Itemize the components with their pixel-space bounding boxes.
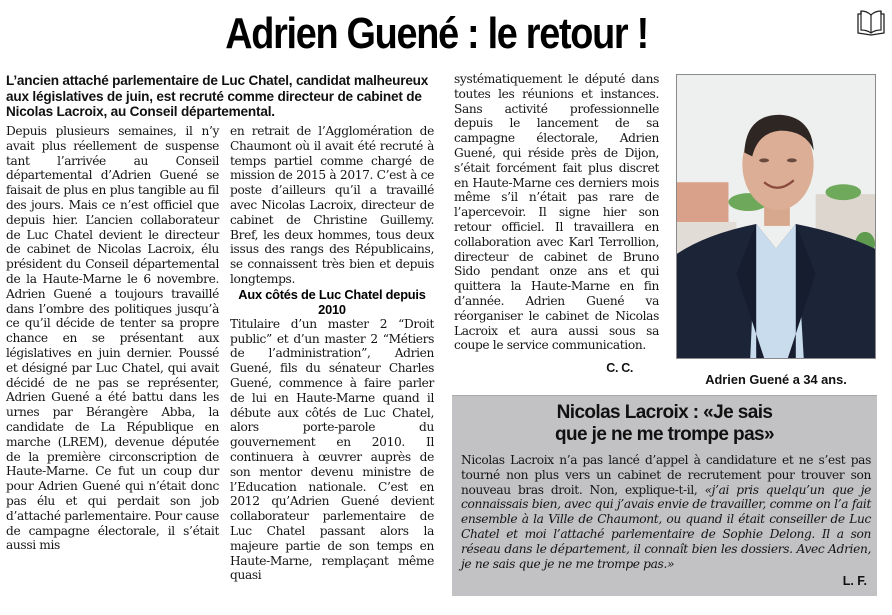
section-subheading: Aux côtés de Luc Chatel depuis 2010 <box>238 286 426 317</box>
sidebar-box-signature: L. F. <box>842 574 867 588</box>
open-book-icon[interactable] <box>856 10 886 36</box>
sidebar-box <box>452 395 877 596</box>
paragraph: Depuis plusieurs semaines, il n’y avait plus réellement de suspense tant l’arrivée au Conseil départemental d’Adrien Guené se faisait de plus en plus tangible au fil des jours. Mais ce n’est officiel que depuis hier. L’ancien collaborateur de Luc Chatel devient le directeur de cabinet de Nicolas Lacroix, élu président du Conseil départemental de la Haute-Marne le 6 novembre. Adrien Guené a toujours travaillé dans l’ombre des politiques jusqu’à ce qu’il décide de tenter sa propre chance en se présentant aux législatives en juin dernier. Poussé et désigné par Luc Chatel, qui avait décidé de ne pas se représenter, Adrien Guené a été battu dans les urnes par Bérangère Abba, la candidate de La République en marche (LREM), devenue députée de la première circonscription de Haute-Marne. Ce fut un coup dur pour Adrien Guené qui n’était donc pas élu et qui perdait son job d’attaché parlementaire. Pour cause de campagne électorale, il s’était aussi mis <box>6 124 219 553</box>
portrait-photo <box>676 74 876 359</box>
paragraph: Titulaire d’un master 2 “Droit public” et d’un master 2 “Métiers de l’administration”, Adrien Guené, fils du sénateur Charles Guené, commence à faire parler de lui en Haute-Marne quand il débute aux côtés de Luc Chatel, alors porte-parole du gouvernement en 2010. Il continuera à œuvrer auprès de son mentor devenu ministre de l’Education nationale. C’est en 2012 qu’Adrien Guené devient collaborateur parlementaire de Luc Chatel passant alors la majeure partie de son temps en Haute-Marne, remplaçant même quasi <box>230 316 434 583</box>
article-lede: L’ancien attaché parlementaire de Luc Chatel, candidat malheureux aux législatives de juin, est recruté comme directeur de cabinet de Nicolas Lacroix, au Conseil départemental. <box>6 73 429 120</box>
quote-text: «j’ai pris quelqu’un que je connaissais bien, avec qui j’avais envie de travailler, comme on l’a fait ensemble à la Ville de Chaumont, ou quand il était conseiller de Luc Chatel et moi l’attaché parlementaire de Sophie Delong. Il a son réseau dans le département, il connaît bien les dossiers. Avec Adrien, je ne sais que je ne me trompe pas.» <box>461 482 871 571</box>
paragraph: en retrait de l’Agglomération de Chaumont où il avait été recruté à temps partiel comme chargé de mission de 2015 à 2017. C’est à ce poste d’ailleurs qu’il a travaillé avec Nicolas Lacroix, directeur de cabinet de Christine Guillemy. Bref, les deux hommes, tous deux issus des rangs des Républicains, se connaissent très bien et depuis longtemps. <box>230 124 434 286</box>
sidebar-box-title <box>452 402 877 446</box>
article-column-1 <box>6 124 219 553</box>
article-headline: Adrien Guené : le retour ! <box>225 9 648 58</box>
paragraph: systématiquement le député dans toutes les réunions et instances. Sans activité professionnelle depuis le lancement de sa campagne électorale, Adrien Guené, qui réside près de Dijon, s’était forcément fait plus discret en Haute-Marne ces derniers mois même s’il n’était pas rare de l’apercevoir. Il signe hier son retour officiel. Il travaillera en collaboration avec Karl Terrollion, directeur de cabinet de Bruno Sido pendant onze ans et qui quittera la Haute-Marne en fin d’année. Adrien Guené va réorganiser le cabinet de Nicolas Lacroix et aura aussi sous sa coupe le service communication. <box>454 72 659 353</box>
author-signature: C. C. <box>606 361 633 376</box>
sidebar-box-body <box>461 453 871 571</box>
article-column-2 <box>230 124 434 583</box>
title-line: que je ne me trompe pas» <box>555 424 774 445</box>
photo-caption: Adrien Guené a 34 ans. <box>705 372 847 387</box>
article-column-3 <box>454 72 659 376</box>
body-text: Nicolas Lacroix n’a pas lancé d’appel à candidature et ne s’est pas tourné non plus vers un cabinet de recrutement pour trouver son nouveau bras droit. Non, explique-t-il, <box>461 453 871 497</box>
title-line: Nicolas Lacroix : «Je sais <box>556 402 773 423</box>
